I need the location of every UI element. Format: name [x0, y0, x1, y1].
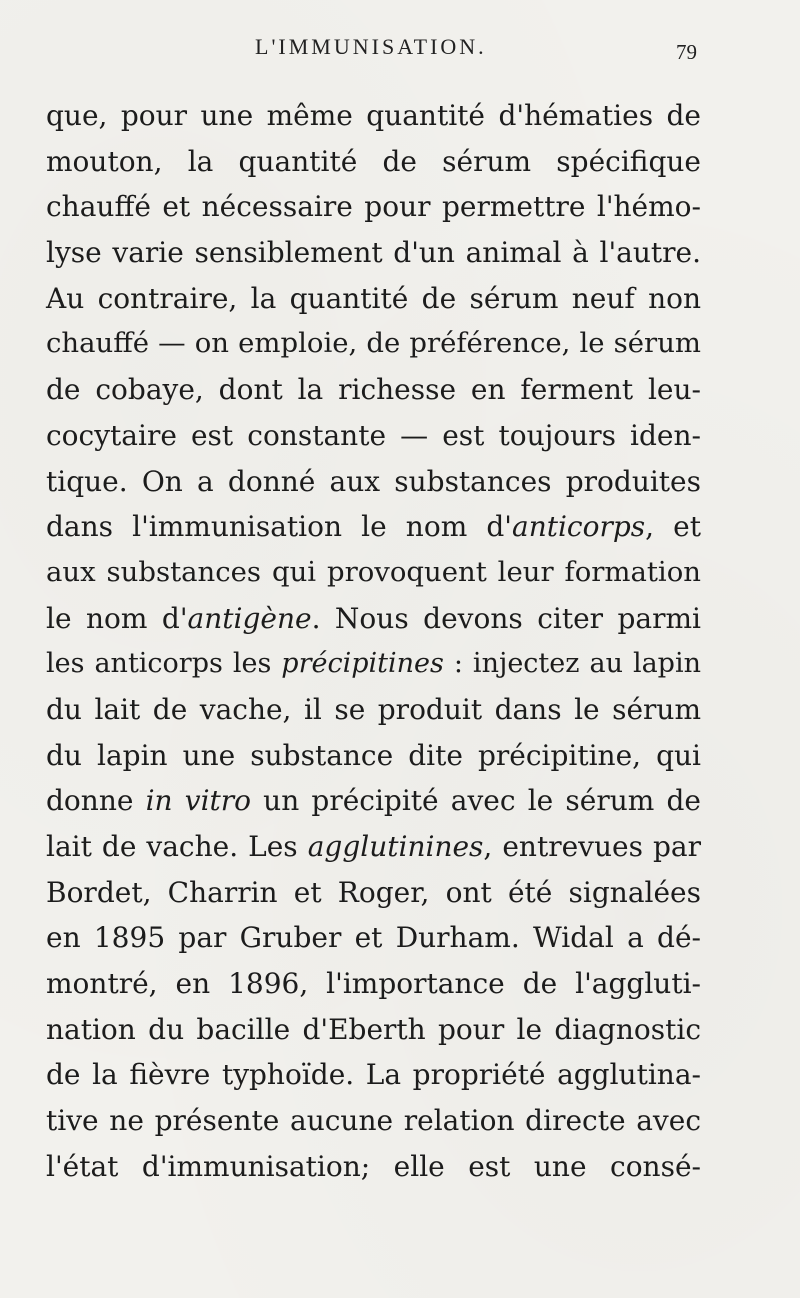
body-text: [46, 93, 701, 1190]
text-line: [46, 367, 701, 413]
text-segment: Au contraire, la quantité de sérum neuf non: [46, 281, 701, 315]
text-segment: du lait de vache, il se produit dans le sérum: [46, 692, 701, 726]
text-segment: cocytaire est constante — est toujours iden-: [46, 418, 701, 452]
text-line: [46, 915, 701, 961]
italic-term: in vitro: [145, 784, 252, 818]
text-segment: chauffé — on emploie, de préférence, le sérum: [46, 327, 701, 360]
text-line: [46, 230, 701, 276]
text-segment: Bordet, Charrin et Roger, ont été signalées: [46, 875, 701, 909]
text-segment: lait de vache. Les: [46, 830, 308, 863]
text-line: [46, 824, 701, 870]
page-header: [0, 34, 800, 74]
running-title: L'IMMUNISATION.: [255, 34, 487, 59]
text-segment: les anticorps les: [46, 648, 282, 680]
text-line: [46, 687, 701, 733]
text-segment: , entrevues par: [483, 830, 701, 863]
text-segment: le nom d': [46, 601, 188, 635]
text-line: [46, 596, 701, 642]
text-line: [46, 139, 701, 185]
text-line: [46, 1007, 701, 1053]
text-line: [46, 870, 701, 916]
text-line: [46, 184, 701, 230]
text-line: [46, 459, 701, 505]
text-line: [46, 1098, 701, 1144]
text-segment: tique. On a donné aux substances produites: [46, 464, 701, 498]
text-segment: donne: [46, 784, 146, 818]
text-segment: en 1895 par Gruber et Durham. Widal a dé-: [46, 921, 701, 955]
text-line: [46, 413, 701, 459]
text-segment: dans l'immunisation le nom d': [46, 510, 512, 544]
text-segment: du lapin une substance dite précipitine, qui: [46, 738, 701, 772]
italic-term: antigène: [187, 601, 312, 635]
text-segment: lyse varie sensiblement d'un animal à l'autre.: [46, 236, 701, 270]
text-segment: nation du bacille d'Eberth pour le diagnostic: [46, 1012, 701, 1046]
text-segment: : injectez au lapin: [443, 648, 701, 680]
text-line: [46, 733, 701, 779]
text-segment: , et: [645, 510, 702, 544]
italic-term: anticorps: [512, 510, 646, 544]
text-segment: chauffé et nécessaire pour permettre l'hémo-: [46, 190, 701, 224]
text-segment: aux substances qui provoquent leur formation: [46, 555, 701, 588]
text-segment: l'état d'immunisation; elle est une consé-: [46, 1149, 701, 1183]
text-line: [46, 550, 701, 596]
italic-term: agglutinines: [307, 830, 484, 863]
text-line: [46, 641, 701, 687]
text-segment: mouton, la quantité de sérum spécifique: [46, 144, 701, 178]
text-segment: de la fièvre typhoïde. La propriété agglutina-: [46, 1058, 701, 1092]
text-line: [46, 276, 701, 322]
italic-term: précipitines: [281, 648, 444, 680]
text-segment: un précipité avec le sérum de: [251, 784, 701, 818]
text-segment: montré, en 1896, l'importance de l'aggluti-: [46, 967, 701, 1001]
text-segment: tive ne présente aucune relation directe avec: [46, 1104, 701, 1138]
text-segment: de cobaye, dont la richesse en ferment leu-: [46, 373, 701, 407]
text-segment: que, pour une même quantité d'hématies de: [46, 99, 701, 132]
text-line: [46, 1052, 701, 1098]
text-line: [46, 961, 701, 1007]
text-line: [46, 321, 701, 367]
text-segment: . Nous devons citer parmi: [311, 601, 702, 635]
text-line: [46, 1144, 701, 1190]
text-line: [46, 93, 701, 139]
page-number: 79: [676, 40, 697, 64]
text-line: [46, 778, 701, 824]
text-line: [46, 504, 701, 550]
